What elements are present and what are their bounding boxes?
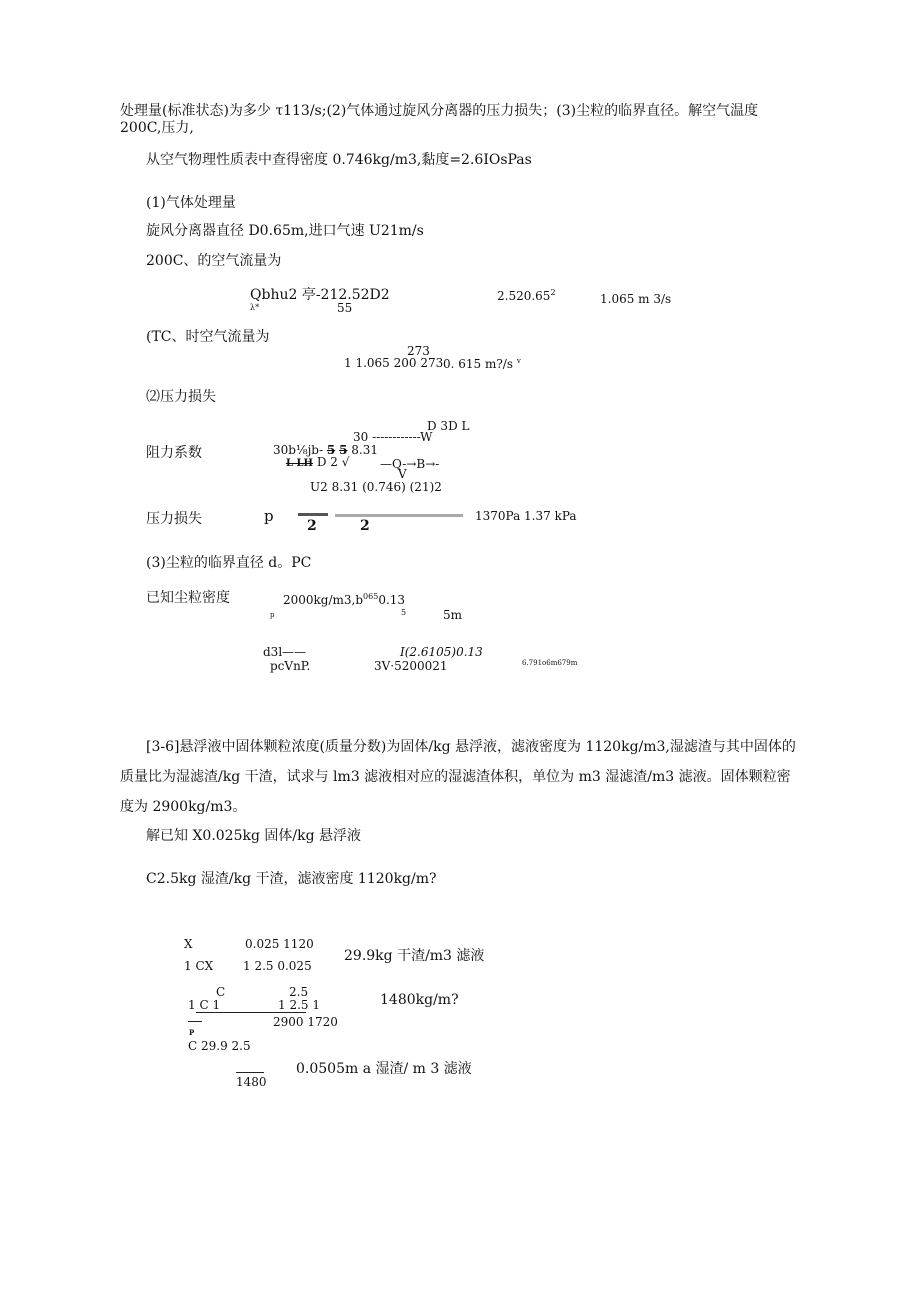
eq1-bottom: 1 2.5 0.025: [243, 959, 312, 973]
known-five: 5: [401, 608, 407, 617]
pressure-result: 1370Pa 1.37 kPa: [475, 509, 577, 523]
part2-heading: ⑵压力损失: [146, 389, 216, 405]
pressure-den-1: 2: [307, 518, 317, 534]
pressure-bar-1: [298, 513, 328, 516]
d-formula-a-sub: pcVnP.: [270, 659, 311, 673]
eq2-dash: [188, 1021, 202, 1022]
intro-line-2: 200C,压力,: [120, 120, 194, 136]
eq3-rule: [236, 1072, 264, 1073]
pressure-bar-2: [335, 514, 463, 517]
eq3-den: 1480: [236, 1075, 267, 1089]
flow-200c-label: 200C、的空气流量为: [146, 253, 282, 269]
property-line: 从空气物理性质表中查得密度 0.746kg/m3,黏度=2.6IOsPas: [146, 152, 532, 168]
flow-0c-result-main: 0. 615 m?/s: [443, 357, 513, 371]
drag-row-3c: 5: [339, 443, 348, 457]
drag-row-3a: 30b⅛jb-: [273, 443, 324, 457]
known-values-a: 2000kg/m3,b: [283, 593, 364, 607]
d-formula-b-sub: 3V·5200021: [374, 659, 448, 673]
statement-line-3: 度为 2900kg/m3。: [120, 799, 247, 815]
known-label: 已知尘粒密度: [146, 590, 230, 606]
flow-formula-a-den: 55: [337, 301, 353, 315]
eq2-result: 1480kg/m?: [380, 992, 459, 1008]
known-p-sub: p: [270, 611, 275, 619]
flow-0c-expr: 1 1.065 200 273: [344, 356, 444, 370]
known-values-sup: 065: [363, 592, 379, 601]
drag-row-4c: —Q-→B→-: [380, 457, 440, 471]
known-five-m: 5m: [443, 608, 463, 622]
drag-row-6: U2 8.31 (0.746) (21)2: [310, 480, 442, 494]
eq2-c: C: [216, 985, 226, 999]
flow-formula-a-sub: λ*: [250, 303, 260, 312]
statement-line-1: [3-6]悬浮液中固体颗粒浓度(质量分数)为固体/kg 悬浮液，滤液密度为 1120kg/m3,湿滤渣与其中固体的: [146, 739, 796, 755]
eq1-result: 29.9kg 干渣/m3 滤液: [344, 948, 485, 964]
pressure-den-2: 2: [360, 518, 370, 534]
d-formula-a: d3l——: [263, 645, 307, 659]
eq2-top: 2.5: [289, 985, 309, 999]
known-values-b: 0.13: [378, 593, 406, 607]
d-formula-b: I(2.6105)0.13: [400, 645, 483, 659]
flow-formula-b-sup: 2: [550, 288, 556, 297]
flow-formula-b-main: 2.520.65: [497, 289, 551, 303]
flow-result: 1.065 m 3/s: [600, 292, 672, 306]
eq1-top: 0.025 1120: [245, 937, 314, 951]
given-2: C2.5kg 湿渣/kg 干渣，滤液密度 1120kg/m?: [146, 871, 437, 887]
flow-0c-label: (TC、时空气流量为: [146, 329, 270, 345]
eq1-cx: 1 CX: [184, 959, 214, 973]
drag-row-5: V: [398, 467, 407, 481]
given-1: 解已知 X0.025kg 固体/kg 悬浮液: [146, 828, 362, 844]
eq3-result: 0.0505m a 湿渣/ m 3 滤液: [296, 1061, 472, 1077]
intro-line-1: 处理量(标准状态)为多少 τ113/s;(2)气体通过旋风分离器的压力损失；(3)尘粒的临界直径。解空气温度: [120, 103, 759, 119]
part1-heading: (1)气体处理量: [146, 195, 236, 211]
flow-0c-mark: v: [516, 357, 521, 365]
pressure-p: p: [264, 507, 274, 525]
flow-0c-top: 273: [407, 344, 430, 358]
drag-row-3b: 5: [326, 443, 336, 457]
drag-label: 阻力系数: [146, 445, 202, 461]
drag-row-2: 30 ------------W: [353, 430, 433, 444]
eq2-row: 1 C 1: [188, 998, 221, 1012]
diameter-line: 旋风分离器直径 D0.65m,进口气速 U21m/s: [146, 223, 424, 239]
flow-formula-b: [497, 289, 556, 302]
eq2-row-b: 1 2.5 1: [278, 998, 320, 1012]
part3-heading: (3)尘粒的临界直径 d。PC: [146, 555, 312, 571]
eq3-row: C 29.9 2.5: [188, 1039, 251, 1053]
drag-row-3d: 8.31: [351, 443, 378, 457]
drag-row-4b: D 2 √: [316, 455, 350, 469]
statement-line-2: 质量比为湿滤渣/kg 干渣，试求与 lm3 滤液相对应的湿滤渣体积，单位为 m3 湿滤渣/m3 滤液。固体颗粒密: [120, 769, 791, 785]
eq2-rule: [196, 1012, 306, 1013]
eq3-p: P: [189, 1028, 195, 1037]
drag-top: D 3D L: [427, 419, 470, 433]
eq1-x: X: [184, 937, 193, 951]
flow-0c-result: [443, 358, 521, 370]
known-values: [283, 593, 405, 606]
eq2-bottom: 2900 1720: [273, 1015, 338, 1029]
drag-row-4a: L LH: [286, 458, 313, 469]
drag-row-4: [286, 456, 349, 469]
pressure-label: 压力损失: [146, 511, 202, 527]
d-result: 6.791o6m679m: [522, 659, 578, 667]
flow-formula-a: Qbhu2 亭-212.52D2: [250, 287, 390, 303]
